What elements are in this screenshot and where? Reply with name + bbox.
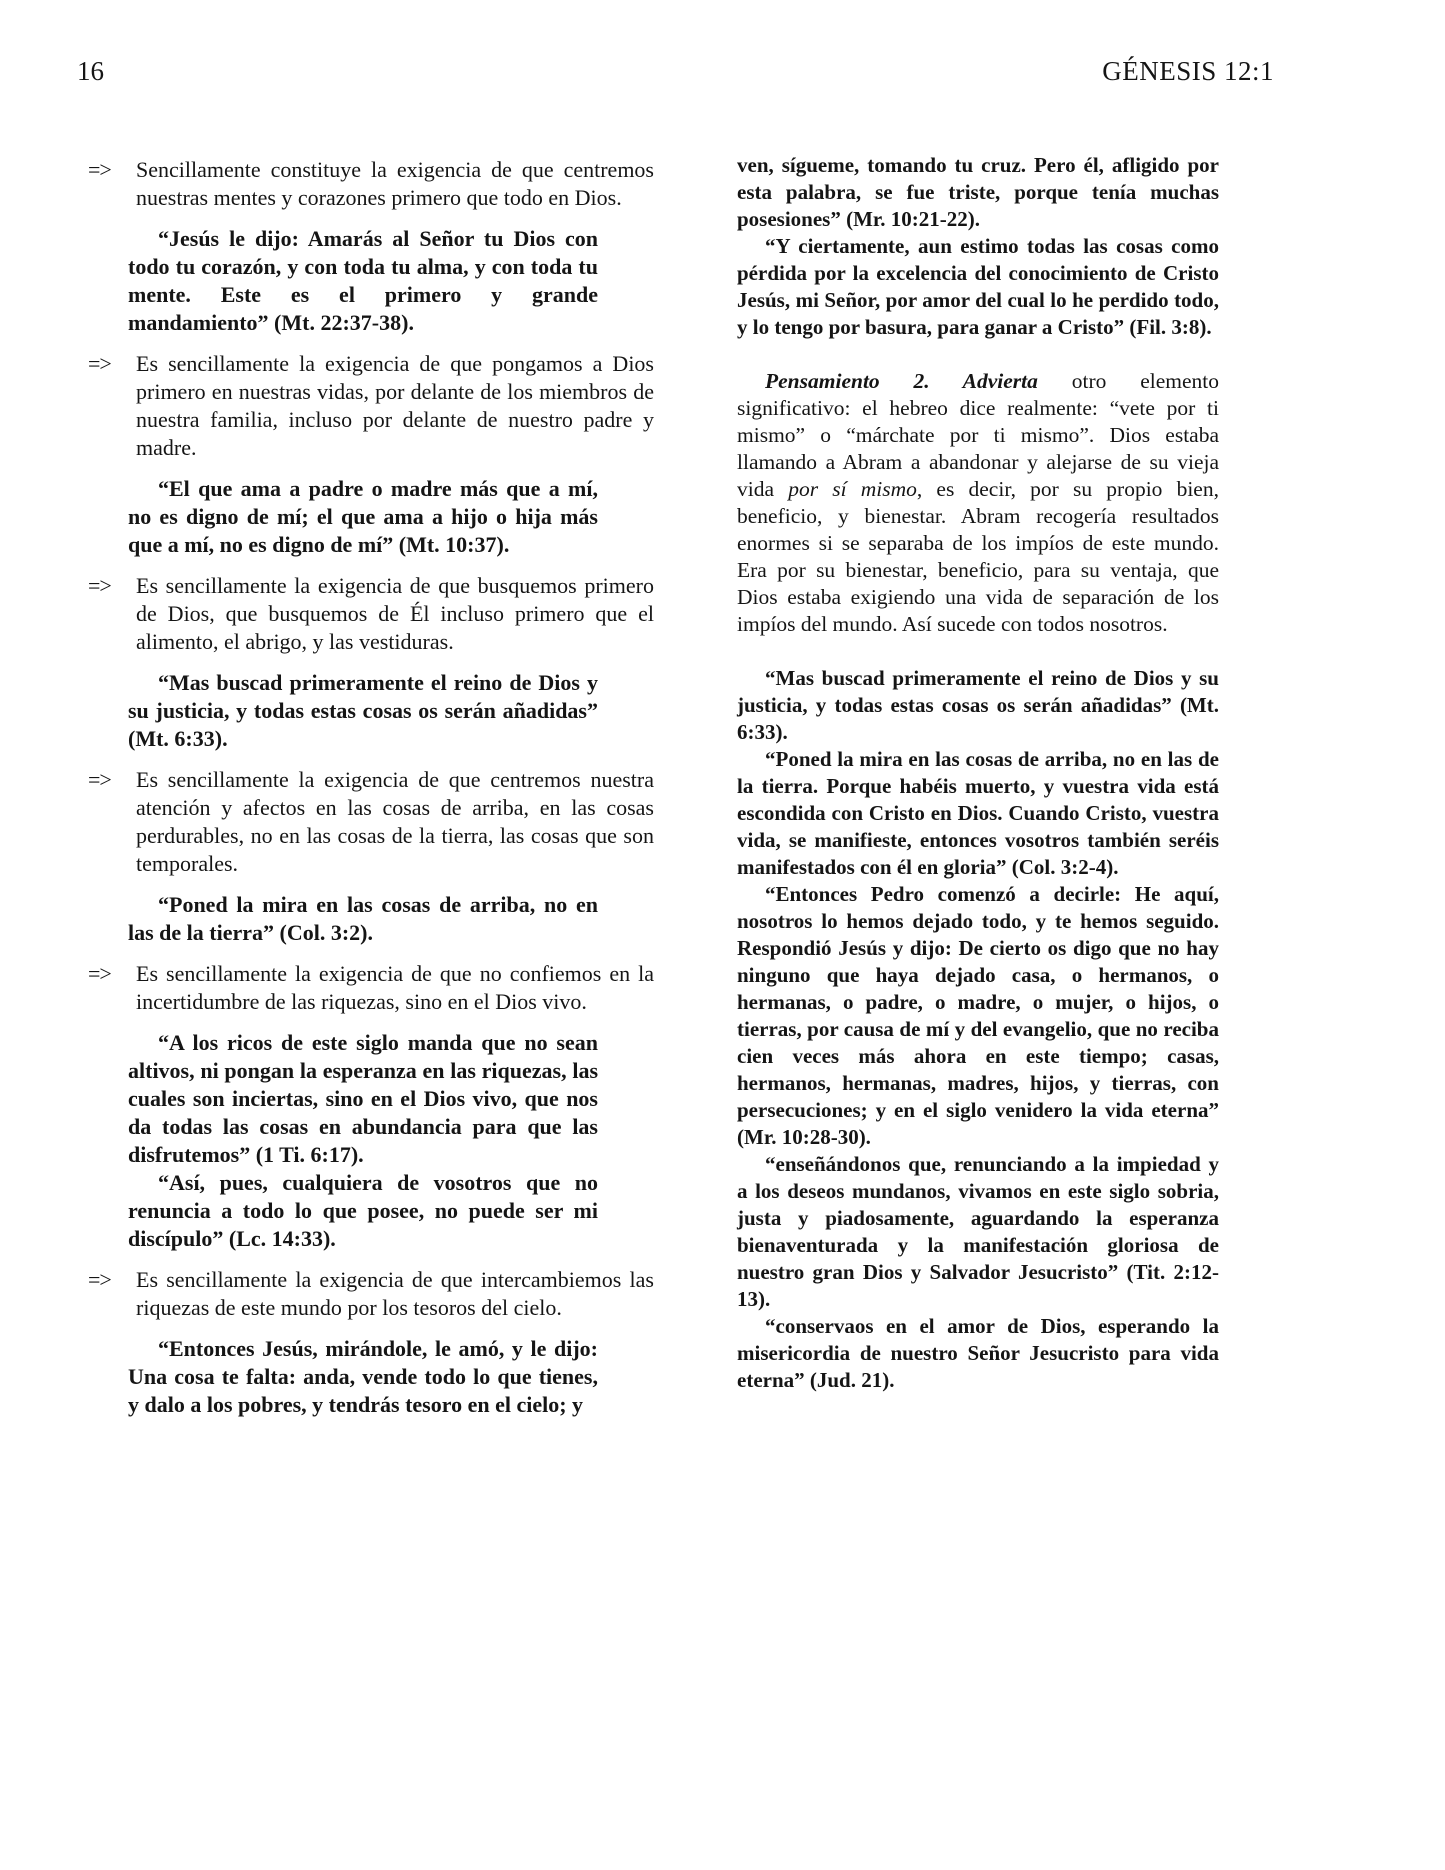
commentary-text: Sencillamente constituye la exigencia de que centremos nuestras mentes y corazones primero que todo en Dios.: [136, 157, 654, 210]
page-number: 16: [77, 56, 104, 86]
scripture-quote: “Poned la mira en las cosas de arriba, no en las de la tierra” (Col. 3:2).: [128, 892, 598, 945]
commentary-text: Es sencillamente la exigencia de que centremos nuestra atención y afectos en las cosas de arriba, en las cosas perdurables, no en las cosas de la tierra, las cosas que son temporales.: [136, 767, 654, 876]
arrow-bullet-icon: =>: [88, 157, 111, 182]
arrow-list-item: [88, 960, 654, 1016]
scripture-quote: “Mas buscad primeramente el reino de Dios y su justicia, y todas estas cosas os serán añadidas” (Mt. 6:33).: [128, 670, 598, 751]
commentary-text: Es sencillamente la exigencia de que intercambiemos las riquezas de este mundo por los tesoros del cielo.: [136, 1267, 654, 1320]
scripture-quote: “Jesús le dijo: Amarás al Señor tu Dios con todo tu corazón, y con toda tu alma, y con toda tu mente. Este es el primero y grande mandamiento” (Mt. 22:37-38).: [128, 226, 598, 335]
commentary-text: Es sencillamente la exigencia de que no confiemos en la incertidumbre de las riquezas, sino en el Dios vivo.: [136, 961, 654, 1014]
arrow-bullet-icon: =>: [88, 573, 111, 598]
arrow-bullet-icon: =>: [88, 961, 111, 986]
text-segment-bold-italic: Pensamiento 2. Advierta: [765, 369, 1072, 393]
scripture-quote: “Así, pues, cualquiera de vosotros que no renuncia a todo lo que posee, no puede ser mi discípulo” (Lc. 14:33).: [128, 1170, 598, 1251]
scripture-quote: “Entonces Pedro comenzó a decirle: He aquí, nosotros lo hemos dejado todo, y te hemos seguido. Respondió Jesús y dijo: De cierto os digo que no hay ninguno que haya dejado casa, o hermanos, o hermanas, o padre, o madre, o mujer, o hijos, o tierras, por causa de mí y del evangelio, que no reciba cien veces más ahora en este tiempo; casas, hermanos, hermanas, madres, hijos, y tierras, con persecuciones; y en el siglo venidero la vida eterna” (Mr. 10:28-30).: [737, 882, 1219, 1149]
commentary-text: Es sencillamente la exigencia de que pongamos a Dios primero en nuestras vidas, por delante de los miembros de nuestra familia, incluso por delante de nuestro padre y madre.: [136, 351, 654, 460]
scripture-quote: “enseñándonos que, renunciando a la impiedad y a los deseos mundanos, vivamos en este siglo sobria, justa y piadosamente, aguardando la esperanza bienaventurada y la manifestación gloriosa de nuestro gran Dios y Salvador Jesucristo” (Tit. 2:12-13).: [737, 1152, 1219, 1311]
left-column: [88, 156, 654, 1419]
arrow-list-item: [88, 766, 654, 878]
commentary-text: Es sencillamente la exigencia de que busquemos primero de Dios, que busquemos de Él incluso primero que el alimento, el abrigo, y las vestiduras.: [136, 573, 654, 654]
arrow-list-item: [88, 1266, 654, 1322]
commentary-paragraph: [737, 368, 1219, 638]
right-column: [737, 152, 1219, 1394]
scripture-quote: ven, sígueme, tomando tu cruz. Pero él, afligido por esta palabra, se fue triste, porque tenía muchas posesiones” (Mr. 10:21-22).: [737, 153, 1219, 231]
text-segment-normal: otro elemento significativo: el hebreo dice realmente: “vete por ti mismo” o “márchate por ti mismo”. Dios estaba llamando a Abram a abandonar y alejarse de su vieja vida: [737, 369, 1219, 501]
arrow-bullet-icon: =>: [88, 1267, 111, 1292]
scripture-quote: “A los ricos de este siglo manda que no sean altivos, ni pongan la esperanza en las riquezas, las cuales son inciertas, sino en el Dios vivo, que nos da todas las cosas en abundancia para que las disfrutemos” (1 Ti. 6:17).: [128, 1030, 598, 1167]
scripture-quote: “El que ama a padre o madre más que a mí, no es digno de mí; el que ama a hijo o hija más que a mí, no es digno de mí” (Mt. 10:37).: [128, 476, 598, 557]
text-segment-italic: por sí mismo: [788, 477, 917, 501]
text-segment-normal: , es decir, por su propio bien, beneficio, y bienestar. Abram recogería resultados enormes si se separaba de los impíos de este mundo. Era por su bienestar, beneficio, para su ventaja, que Dios estaba exigiendo una vida de separación de los impíos del mundo. Así sucede con todos nosotros.: [737, 477, 1219, 636]
scripture-quote: “conservaos en el amor de Dios, esperando la misericordia de nuestro Señor Jesucristo para vida eterna” (Jud. 21).: [737, 1314, 1219, 1392]
scripture-quote: “Mas buscad primeramente el reino de Dios y su justicia, y todas estas cosas os serán añadidas” (Mt. 6:33).: [737, 666, 1219, 744]
scripture-quote: “Poned la mira en las cosas de arriba, no en las de la tierra. Porque habéis muerto, y vuestra vida está escondida con Cristo en Dios. Cuando Cristo, vuestra vida, se manifieste, entonces vosotros también seréis manifestados con él en gloria” (Col. 3:2-4).: [737, 747, 1219, 879]
arrow-list-item: [88, 572, 654, 656]
arrow-list-item: [88, 156, 654, 212]
arrow-list-item: [88, 350, 654, 462]
arrow-bullet-icon: =>: [88, 767, 111, 792]
arrow-bullet-icon: =>: [88, 351, 111, 376]
scripture-quote: “Entonces Jesús, mirándole, le amó, y le dijo: Una cosa te falta: anda, vende todo lo que tienes, y dalo a los pobres, y tendrás tesoro en el cielo; y: [128, 1336, 598, 1417]
scripture-quote: “Y ciertamente, aun estimo todas las cosas como pérdida por la excelencia del conocimiento de Cristo Jesús, mi Señor, por amor del cual lo he perdido todo, y lo tengo por basura, para ganar a Cristo” (Fil. 3:8).: [737, 234, 1219, 339]
running-title: GÉNESIS 12:1: [1102, 56, 1274, 86]
